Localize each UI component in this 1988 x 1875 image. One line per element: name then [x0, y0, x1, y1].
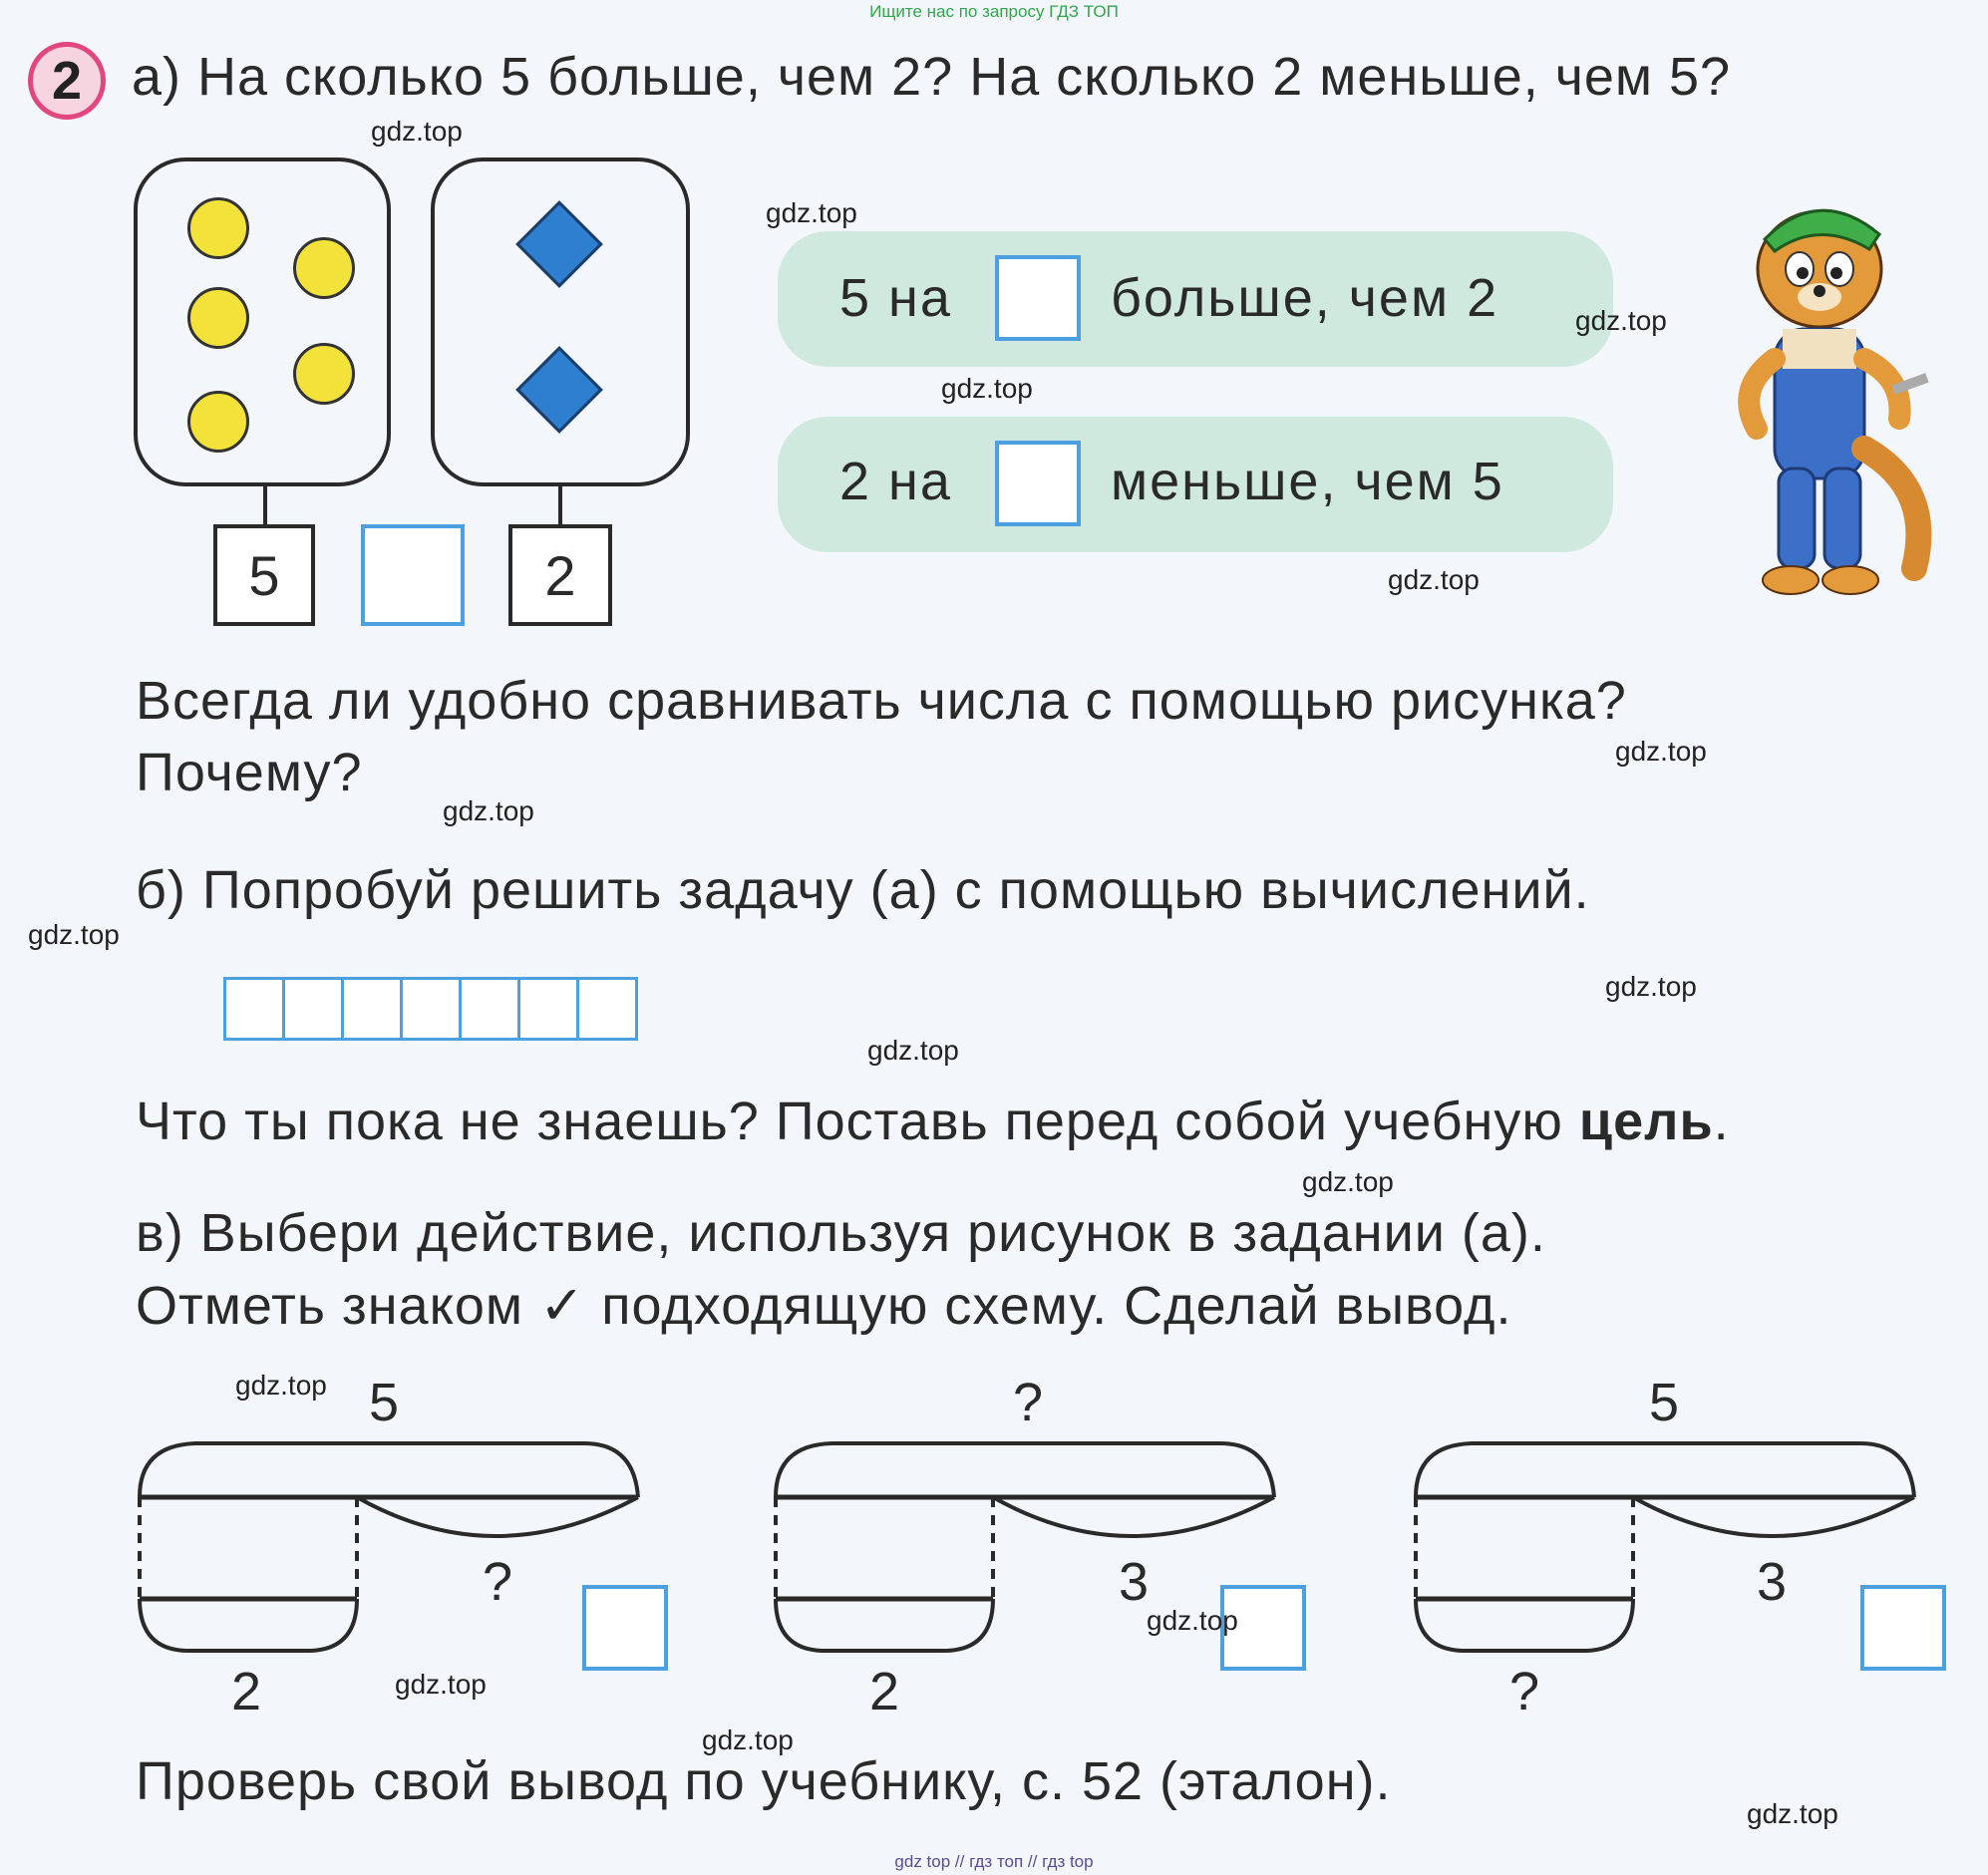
watermark: gdz.top	[1605, 971, 1697, 1002]
goal-text: Что ты пока не знаешь? Поставь перед собой учебную	[136, 1092, 1563, 1151]
task-number-badge: 2	[28, 42, 106, 120]
answer-box-less[interactable]	[995, 441, 1081, 526]
blue-diamond	[515, 200, 603, 288]
scheme-1-top-label: 5	[369, 1373, 400, 1432]
watermark: gdz.top	[1575, 305, 1667, 336]
watermark: gdz.top	[235, 1370, 327, 1401]
watermark: gdz.top	[702, 1724, 794, 1755]
scheme-1-checkbox[interactable]	[582, 1585, 668, 1671]
answer-box-difference[interactable]	[361, 524, 465, 626]
bottom-banner: gdz top // гдз топ // гдз top	[894, 1852, 1094, 1871]
task-b-heading: б) Попробуй решить задачу (а) с помощью вычислений.	[136, 860, 1590, 920]
task-a-heading: а) На сколько 5 больше, чем 2? На сколько 2 меньше, чем 5?	[132, 47, 1732, 107]
value-box-left: 5	[213, 524, 315, 626]
watermark: gdz.top	[395, 1669, 487, 1700]
yellow-circle	[187, 287, 249, 349]
scheme-3-top-label: 5	[1649, 1373, 1680, 1432]
check-reference-line: Проверь свой вывод по учебнику, с. 52 (эталон).	[136, 1751, 1392, 1811]
scheme-1-bottom-label: 2	[231, 1662, 262, 1721]
scheme-3-bottom-label: ?	[1509, 1662, 1540, 1721]
answer-box-more[interactable]	[995, 255, 1081, 341]
watermark: gdz.top	[941, 373, 1033, 404]
scheme-3-right-label: 3	[1757, 1552, 1788, 1612]
sentence2-end: меньше, чем 5	[1111, 452, 1504, 511]
watermark: gdz.top	[443, 795, 534, 826]
watermark: gdz.top	[1302, 1166, 1394, 1197]
sentence1-start: 5 на	[839, 268, 952, 328]
watermark: gdz.top	[867, 1035, 959, 1066]
question-line-1: Всегда ли удобно сравнивать числа с помощью рисунка?	[136, 671, 1627, 731]
scheme-3-checkbox[interactable]	[1860, 1585, 1946, 1671]
connector-line	[263, 486, 267, 524]
blue-diamond	[515, 346, 603, 434]
scheme-2-top-label: ?	[1013, 1373, 1044, 1432]
value-box-right: 2	[508, 524, 612, 626]
watermark: gdz.top	[1747, 1798, 1838, 1829]
top-banner[interactable]: Ищите нас по запросу ГДЗ ТОП	[869, 2, 1119, 21]
watermark: gdz.top	[766, 197, 857, 228]
connector-line	[558, 486, 562, 524]
watermark: gdz.top	[28, 919, 120, 950]
question-line-2: Почему?	[136, 743, 363, 802]
chipmunk-mascot-illustration	[1695, 189, 1944, 608]
yellow-circle	[293, 343, 355, 405]
watermark: gdz.top	[371, 116, 463, 147]
scheme-1-right-label: ?	[483, 1552, 513, 1612]
yellow-circle	[187, 197, 249, 259]
yellow-circle	[187, 391, 249, 453]
scheme-2-right-label: 3	[1119, 1552, 1150, 1612]
task-c-line-1: в) Выбери действие, используя рисунок в задании (а).	[136, 1203, 1546, 1263]
sentence1-end: больше, чем 2	[1111, 268, 1499, 328]
scheme-2-bottom-label: 2	[869, 1662, 900, 1721]
task-c-line-2: Отметь знаком ✓ подходящую схему. Сделай вывод.	[136, 1276, 1512, 1336]
card-circles	[134, 157, 391, 486]
watermark: gdz.top	[1388, 564, 1480, 595]
watermark: gdz.top	[1615, 736, 1707, 767]
calculation-input-strip[interactable]	[223, 977, 638, 1041]
watermark: gdz.top	[1147, 1605, 1238, 1636]
card-diamonds	[431, 157, 690, 486]
goal-bold-word: цель	[1578, 1092, 1714, 1151]
yellow-circle	[293, 237, 355, 299]
goal-period: .	[1713, 1092, 1730, 1151]
sentence2-start: 2 на	[839, 452, 952, 511]
goal-line	[136, 1091, 1730, 1152]
